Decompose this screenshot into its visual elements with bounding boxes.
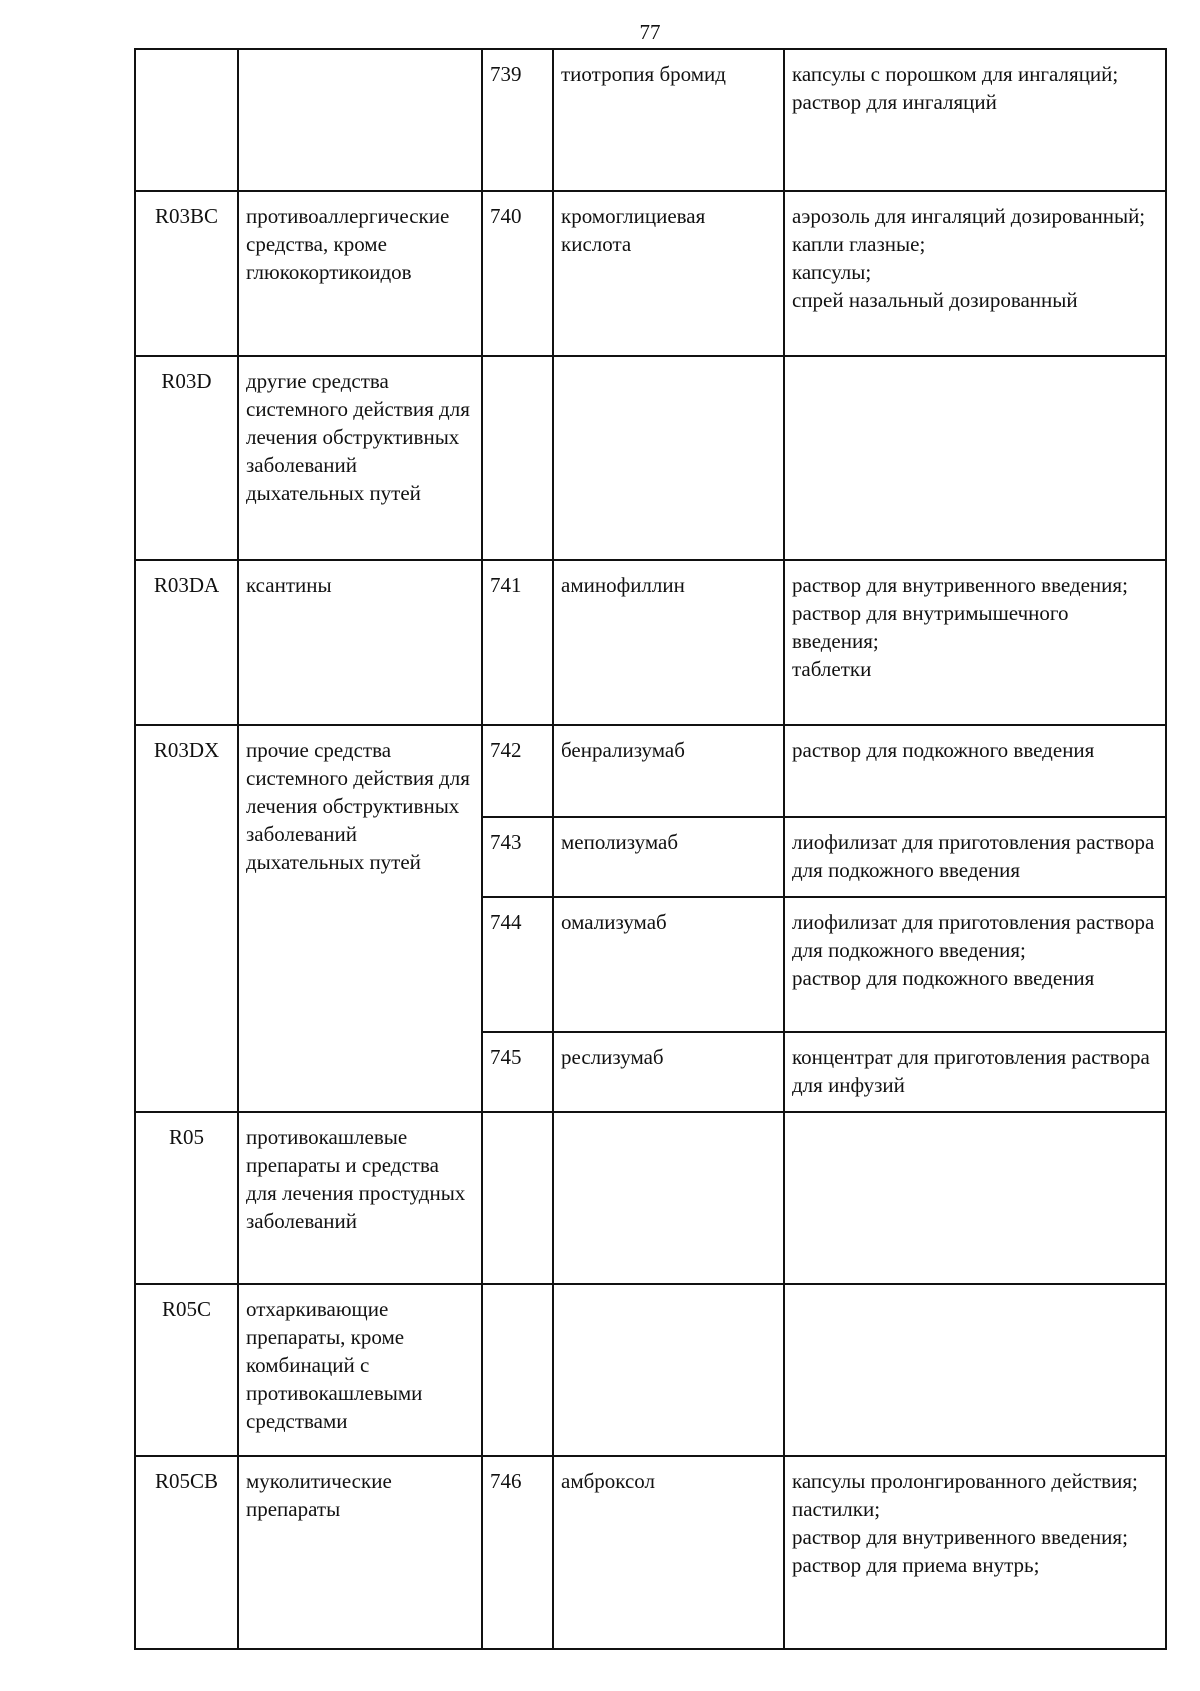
drug-name: омализумаб	[553, 897, 784, 1032]
drug-name	[553, 1112, 784, 1284]
dosage-form: капсулы;	[792, 260, 872, 284]
dosage-form: раствор для приема внутрь;	[792, 1553, 1040, 1577]
drug-name	[553, 356, 784, 560]
atc-code: R03BC	[135, 191, 238, 356]
drug-name: амброксол	[553, 1456, 784, 1649]
item-number	[482, 1284, 553, 1456]
atc-code: R03DA	[135, 560, 238, 725]
table-row	[135, 191, 1166, 356]
dosage-form: капсулы с порошком для ингаляций;	[792, 62, 1119, 86]
dosage-forms	[784, 1032, 1166, 1112]
table-row	[135, 560, 1166, 725]
dosage-forms	[784, 49, 1166, 191]
dosage-form: капсулы пролонгированного действия;	[792, 1469, 1138, 1493]
dosage-form: капли глазные;	[792, 232, 926, 256]
page-number: 77	[639, 20, 661, 44]
drug-name: бенрализумаб	[553, 725, 784, 817]
dosage-form: раствор для подкожного введения	[792, 738, 1095, 762]
table-row	[135, 725, 1166, 817]
dosage-forms	[784, 356, 1166, 560]
item-number: 742	[482, 725, 553, 817]
dosage-form: раствор для подкожного введения	[792, 966, 1095, 990]
dosage-form: лиофилизат для приготовления раствора для подкожного введения;	[792, 910, 1155, 962]
dosage-forms	[784, 1456, 1166, 1649]
table-row	[135, 49, 1166, 191]
dosage-forms	[784, 817, 1166, 897]
item-number: 741	[482, 560, 553, 725]
dosage-form: таблетки	[792, 657, 872, 681]
item-number	[482, 1112, 553, 1284]
dosage-form: спрей назальный дозированный	[792, 288, 1078, 312]
group-name: противокашлевые препараты и средства для лечения простудных заболеваний	[238, 1112, 482, 1284]
group-name: ксантины	[238, 560, 482, 725]
atc-code: R05CB	[135, 1456, 238, 1649]
group-name: муколитические препараты	[238, 1456, 482, 1649]
dosage-forms	[784, 1284, 1166, 1456]
dosage-form: лиофилизат для приготовления раствора для подкожного введения	[792, 830, 1155, 882]
item-number: 740	[482, 191, 553, 356]
atc-code: R03DX	[135, 725, 238, 1112]
dosage-form: раствор для внутривенного введения;	[792, 573, 1128, 597]
drug-table	[134, 48, 1167, 1650]
dosage-forms	[784, 191, 1166, 356]
drug-name: меполизумаб	[553, 817, 784, 897]
dosage-forms	[784, 560, 1166, 725]
item-number: 743	[482, 817, 553, 897]
item-number: 744	[482, 897, 553, 1032]
group-name: другие средства системного действия для лечения обструктивных заболеваний дыхательных путей	[238, 356, 482, 560]
table-row	[135, 356, 1166, 560]
drug-name: аминофиллин	[553, 560, 784, 725]
dosage-form: раствор для внутримышечного введения;	[792, 601, 1069, 653]
drug-name: реслизумаб	[553, 1032, 784, 1112]
atc-code: R05	[135, 1112, 238, 1284]
atc-code: R03D	[135, 356, 238, 560]
item-number	[482, 356, 553, 560]
drug-name: тиотропия бромид	[553, 49, 784, 191]
group-name: прочие средства системного действия для лечения обструктивных заболеваний дыхательных путей	[238, 725, 482, 1112]
group-name: отхаркивающие препараты, кроме комбинаций с противокашлевыми средствами	[238, 1284, 482, 1456]
item-number: 739	[482, 49, 553, 191]
dosage-forms	[784, 725, 1166, 817]
table-row	[135, 1112, 1166, 1284]
group-name	[238, 49, 482, 191]
table-row	[135, 1284, 1166, 1456]
atc-code	[135, 49, 238, 191]
group-name: противоаллергические средства, кроме глюкокортикоидов	[238, 191, 482, 356]
dosage-form: концентрат для приготовления раствора для инфузий	[792, 1045, 1150, 1097]
dosage-form: пастилки;	[792, 1497, 881, 1521]
drug-name	[553, 1284, 784, 1456]
drug-name: кромоглициевая кислота	[553, 191, 784, 356]
item-number: 746	[482, 1456, 553, 1649]
dosage-form: раствор для ингаляций	[792, 90, 997, 114]
table-row	[135, 1456, 1166, 1649]
dosage-forms	[784, 1112, 1166, 1284]
dosage-form: раствор для внутривенного введения;	[792, 1525, 1128, 1549]
item-number: 745	[482, 1032, 553, 1112]
dosage-form: аэрозоль для ингаляций дозированный;	[792, 204, 1146, 228]
dosage-forms	[784, 897, 1166, 1032]
atc-code: R05C	[135, 1284, 238, 1456]
